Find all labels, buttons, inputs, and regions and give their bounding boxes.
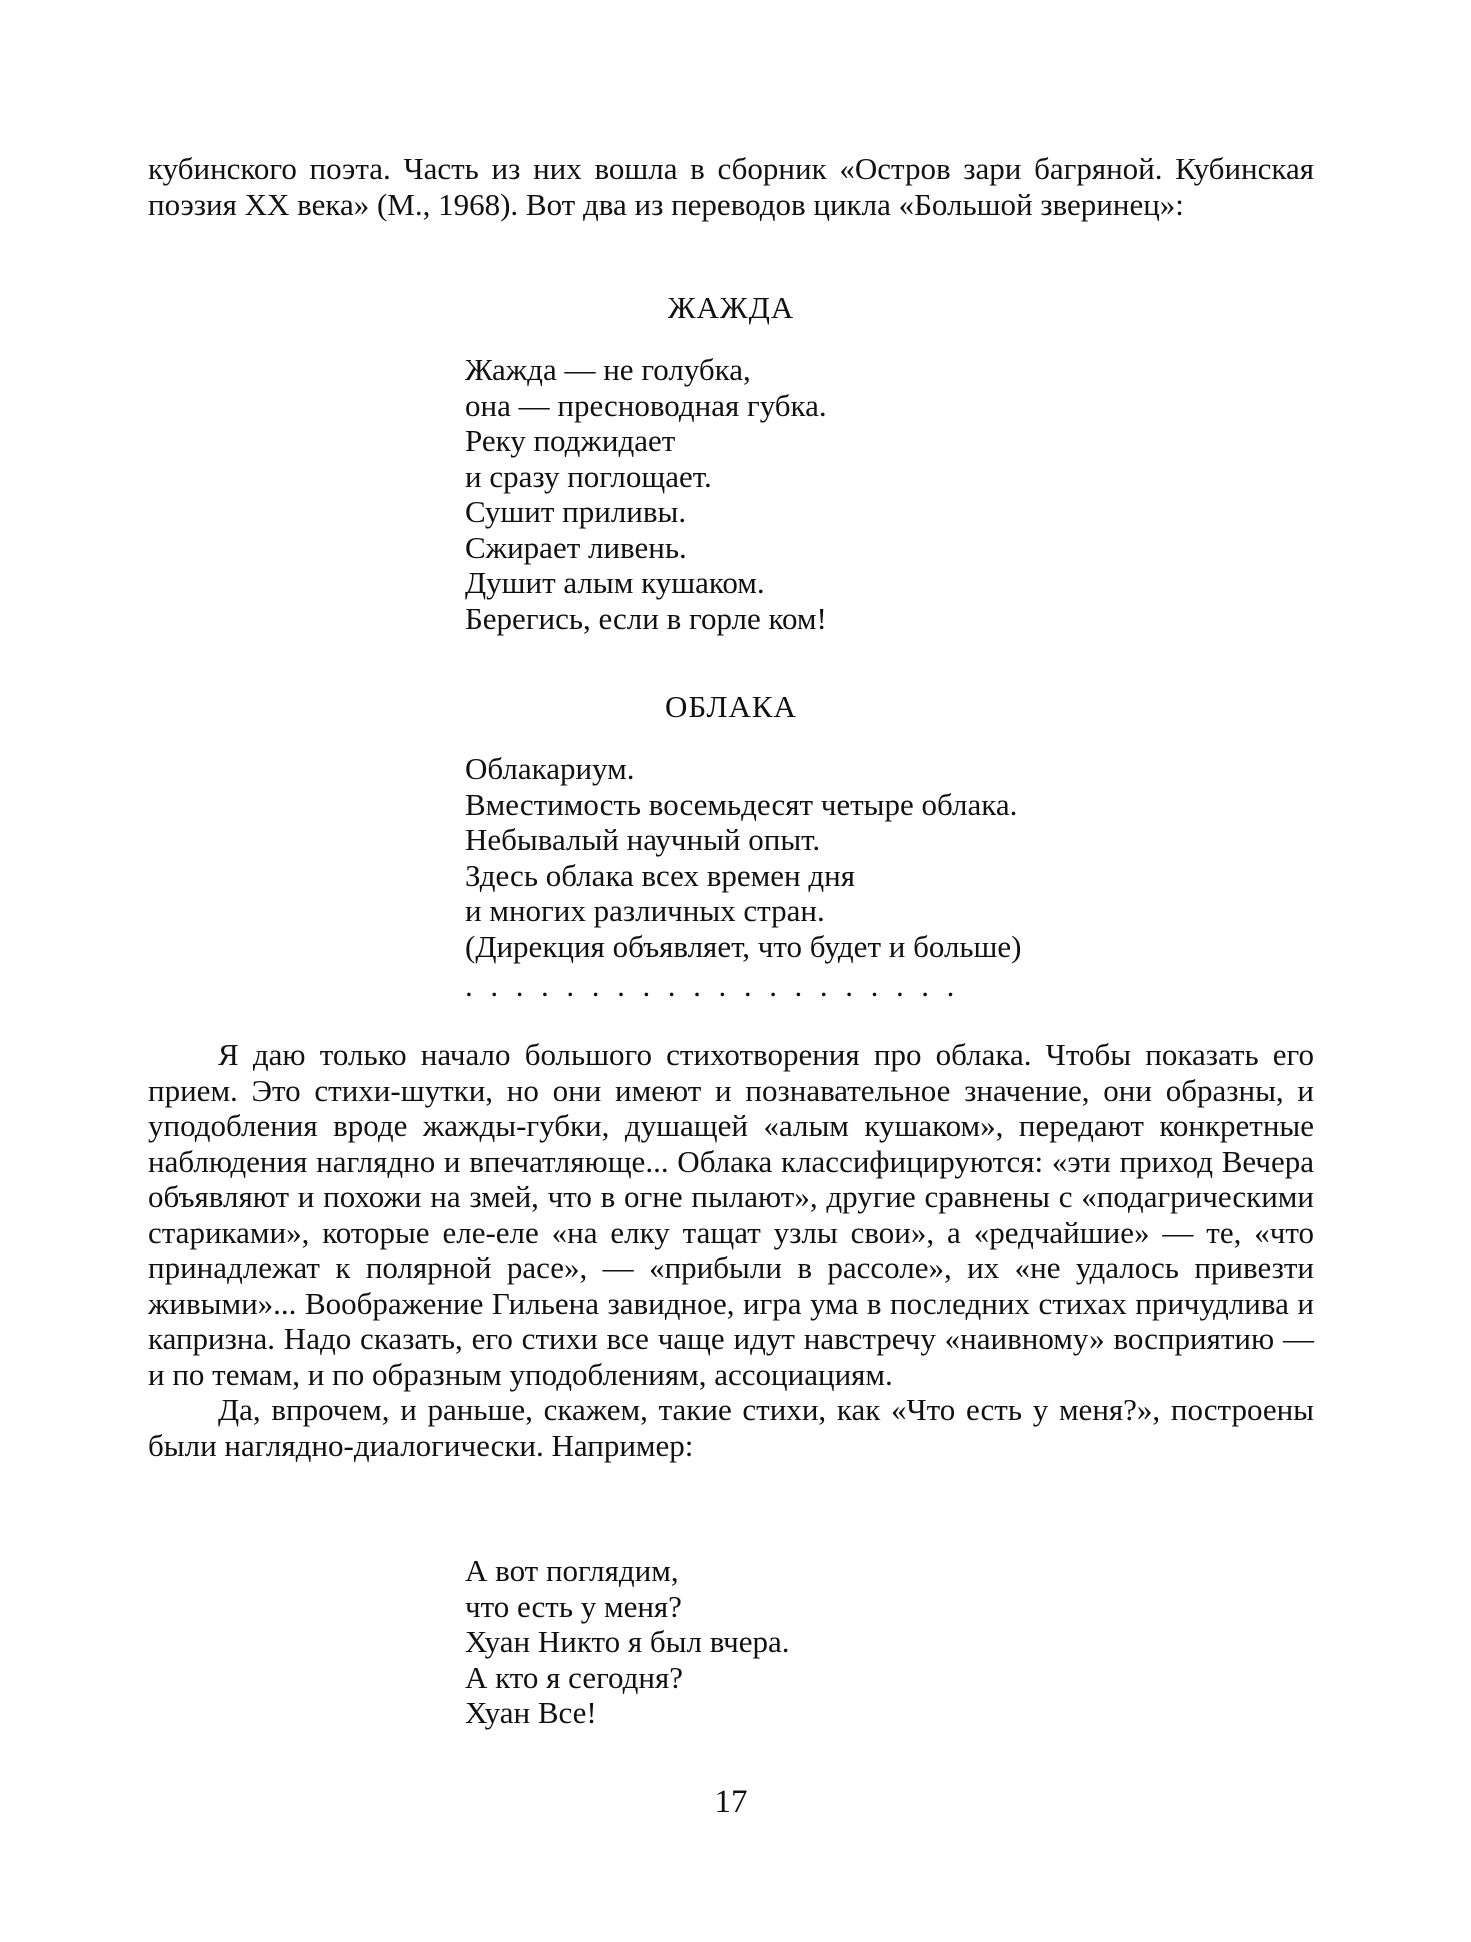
page-number: 17 — [714, 1784, 748, 1820]
poem-line: Сжирает ливень. — [465, 529, 687, 565]
poem-what-i-have — [465, 1553, 790, 1731]
poem-line: что есть у меня? — [465, 1588, 682, 1624]
poem-line: А вот поглядим, — [465, 1553, 679, 1588]
poem-line: Хуан Никто я был вчера. — [465, 1624, 790, 1659]
poem-title-clouds: ОБЛАКА — [665, 689, 797, 724]
poem-line: Сушит приливы. — [465, 494, 687, 529]
commentary-paragraph: Я даю только начало большого стихотворения про облака. Чтобы показать его прием. Это стихи-шутки, но они имеют и познавательное значение, они образны, и уподобления вроде жажды-губки, душащей «алым кушаком», передают конкретные наблюдения наглядно и впечатляюще... Облака классифицируются: «эти приход Вечера объявляют и похожи на змей, что в огне пылают», другие сравнены с «подагрическими стариками», которые еле-еле «на елку тащат узлы свои», а «редчайшие» — те, «что принадлежат к полярной расе», — «прибыли в рассоле», их «не удалось привезти живыми»... Воображение Гильена завидное, игра ума в последних стихах причудлива и капризна. Надо сказать, его стихи все чаще идут навстречу «наивному» восприятию — и по темам, и по образным уподоблениям, ассоциациям. — [148, 1037, 1314, 1392]
poem-line: Вместимость восемьдесят четыре облака. — [465, 786, 1018, 822]
poem-line: (Дирекция объявляет, что будет и больше) — [465, 928, 1022, 964]
poem-line: Хуан Все! — [465, 1695, 597, 1730]
poem-title-thirst: ЖАЖДА — [667, 290, 795, 325]
poem-line: А кто я сегодня? — [465, 1659, 684, 1695]
commentary-paragraph: Да, впрочем, и раньше, скажем, такие стихи, как «Что есть у меня?», построены были наглядно-диалогически. Например: — [148, 1392, 1314, 1463]
poem-thirst — [465, 352, 827, 636]
poem-line: она — пресноводная губка. — [465, 387, 827, 423]
poem-line: Небывалый научный опыт. — [465, 822, 821, 857]
poem-line: Реку поджидает — [465, 423, 676, 458]
poem-clouds — [465, 751, 1022, 964]
poem-ellipsis-dots: .................... — [465, 968, 972, 1003]
commentary-block — [148, 1037, 1314, 1463]
poem-line: Жажда — не голубка, — [465, 352, 751, 387]
poem-line: Берегись, если в горле ком! — [465, 600, 827, 636]
poem-line: и сразу поглощает. — [465, 458, 712, 494]
poem-line: и многих различных стран. — [465, 893, 825, 928]
poem-line: Облакариум. — [465, 751, 635, 786]
intro-paragraph-block — [148, 151, 1314, 222]
poem-line: Здесь облака всех времен дня — [465, 857, 855, 893]
poem-line: Душит алым кушаком. — [465, 565, 765, 600]
intro-paragraph: кубинского поэта. Часть из них вошла в сборник «Остров зари багряной. Кубинская поэзия XX века» (М., 1968). Вот два из переводов цикла «Большой зверинец»: — [148, 151, 1314, 222]
